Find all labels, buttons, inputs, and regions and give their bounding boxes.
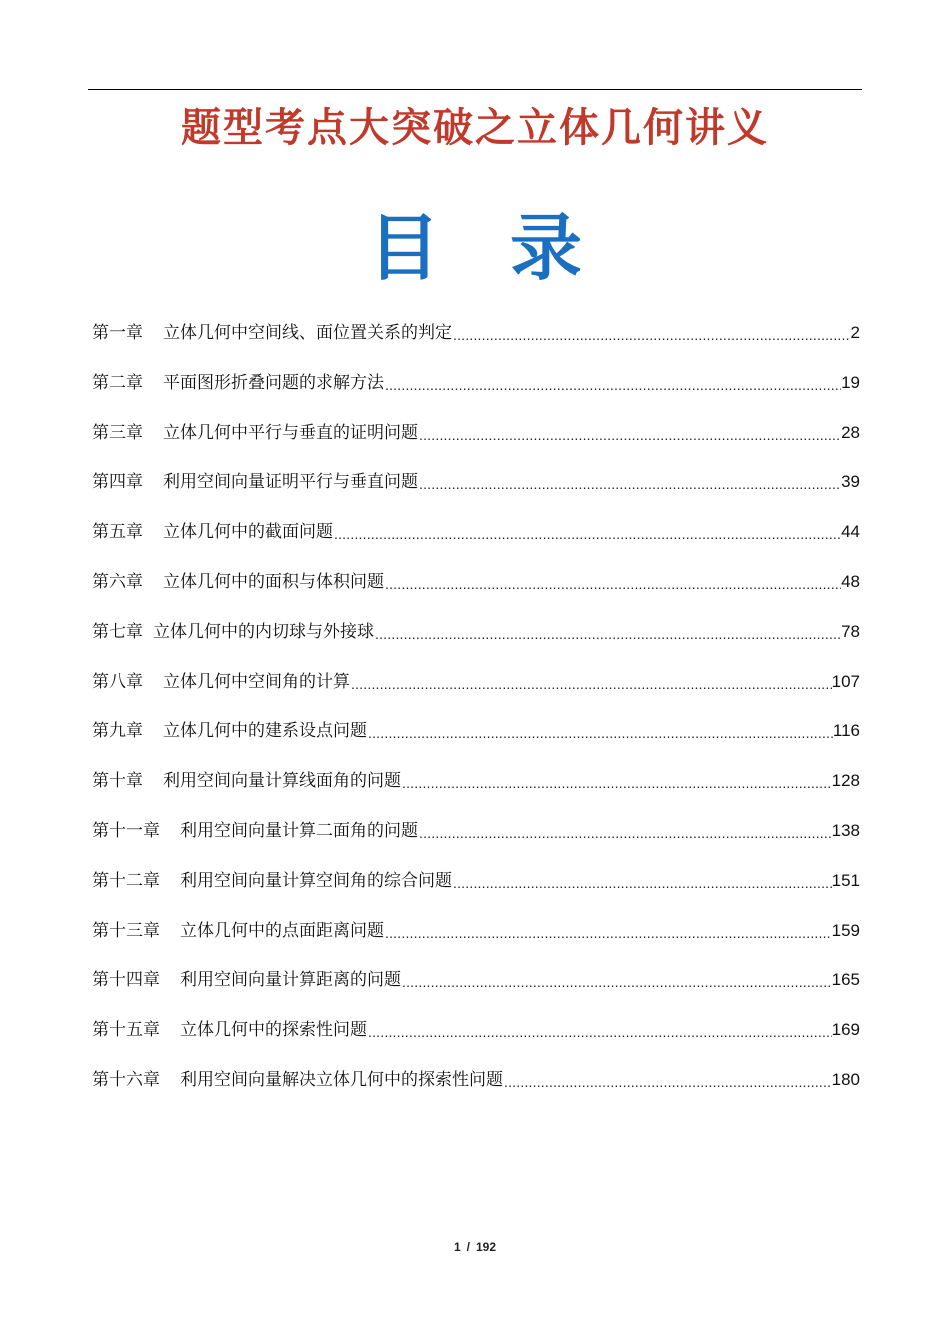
toc-page-number: 169 [831, 1020, 860, 1040]
toc-entry[interactable] [92, 816, 860, 846]
toc-chapter-number: 第十四章 [92, 970, 160, 991]
toc-dot-leader [374, 621, 841, 647]
toc-heading [0, 200, 950, 296]
toc-page-number: 107 [831, 671, 860, 691]
toc-entry[interactable] [92, 716, 860, 746]
toc-dot-leader [384, 920, 832, 946]
toc-page-number: 128 [831, 771, 860, 791]
toc-dot-leader [384, 372, 841, 398]
toc-heading-char-2: 录 [510, 205, 583, 290]
toc-chapter-title: 利用空间向量证明平行与垂直问题 [163, 472, 418, 493]
toc-chapter-number: 第八章 [92, 671, 143, 692]
toc-dot-leader [503, 1069, 832, 1095]
toc-chapter-number: 第十五章 [92, 1020, 160, 1041]
toc-dot-leader [367, 720, 833, 746]
page-footer [0, 1240, 950, 1254]
toc-entry[interactable] [92, 667, 860, 697]
toc-page-number: 28 [841, 422, 860, 442]
toc-chapter-title: 立体几何中平行与垂直的证明问题 [163, 422, 418, 443]
toc-entry[interactable] [92, 1065, 860, 1095]
header-rule [88, 89, 862, 90]
toc-dot-leader [418, 471, 841, 497]
toc-chapter-title: 利用空间向量计算二面角的问题 [180, 821, 418, 841]
toc-chapter-title: 立体几何中的面积与体积问题 [163, 572, 384, 592]
toc-page-number: 159 [831, 920, 860, 940]
total-page-count: 192 [476, 1240, 497, 1254]
toc-page-number: 48 [841, 572, 860, 591]
toc-chapter-title: 立体几何中的截面问题 [163, 522, 333, 543]
toc-dot-leader [418, 422, 841, 448]
page-separator: / [466, 1240, 470, 1254]
toc-chapter-title: 平面图形折叠问题的求解方法 [163, 372, 384, 393]
toc-entry[interactable] [92, 467, 860, 497]
toc-dot-leader [401, 969, 832, 995]
toc-dot-leader [333, 521, 841, 547]
toc-chapter-title: 利用空间向量计算空间角的综合问题 [180, 870, 452, 891]
toc-entry[interactable] [92, 617, 860, 647]
toc-dot-leader [452, 870, 832, 896]
toc-chapter-title: 立体几何中的探索性问题 [180, 1020, 367, 1041]
toc-chapter-number: 第十章 [92, 771, 143, 792]
toc-entry[interactable] [92, 517, 860, 547]
toc-entry[interactable] [92, 567, 860, 597]
toc-chapter-number: 第十三章 [92, 920, 160, 941]
toc-dot-leader [401, 770, 832, 796]
toc-page-number: 78 [841, 621, 860, 641]
toc-chapter-number: 第十六章 [92, 1070, 160, 1090]
toc-page-number: 44 [841, 522, 860, 542]
toc-chapter-number: 第二章 [92, 372, 143, 393]
toc-chapter-number: 第三章 [92, 422, 143, 443]
current-page-number: 1 [453, 1240, 461, 1254]
toc-chapter-number: 第十二章 [92, 870, 160, 891]
toc-page-number: 19 [841, 372, 860, 392]
toc-page-number: 39 [841, 472, 860, 492]
toc-chapter-number: 第九章 [92, 721, 143, 742]
toc-entry[interactable] [92, 866, 860, 896]
toc-chapter-number: 第六章 [92, 572, 143, 592]
toc-chapter-number: 第五章 [92, 522, 143, 543]
toc-dot-leader [350, 671, 832, 697]
toc-page-number: 138 [831, 821, 860, 840]
toc-page-number: 151 [831, 870, 860, 890]
toc-chapter-title: 立体几何中空间线、面位置关系的判定 [163, 323, 452, 343]
toc-chapter-number: 第七章 [92, 621, 143, 642]
toc-dot-leader [452, 322, 851, 348]
toc-entry[interactable] [92, 965, 860, 995]
toc-chapter-title: 立体几何中的点面距离问题 [180, 920, 384, 941]
toc-chapter-number: 第四章 [92, 472, 143, 493]
toc-entry[interactable] [92, 368, 860, 398]
toc-dot-leader [418, 820, 832, 846]
toc-dot-leader [384, 571, 841, 597]
toc-entry[interactable] [92, 1015, 860, 1045]
document-title: 题型考点大突破之立体几何讲义 [181, 104, 769, 151]
toc-heading-char-1: 目 [367, 205, 440, 290]
toc-dot-leader [367, 1019, 832, 1045]
toc-entry[interactable] [92, 318, 860, 348]
toc-chapter-title: 立体几何中的内切球与外接球 [153, 621, 374, 642]
toc-entry[interactable] [92, 766, 860, 796]
toc-chapter-number: 第一章 [92, 323, 143, 343]
toc-entry[interactable] [92, 916, 860, 946]
toc-chapter-title: 立体几何中空间角的计算 [163, 671, 350, 692]
toc-page-number: 116 [832, 721, 860, 741]
toc-entry[interactable] [92, 418, 860, 448]
toc-page-number: 165 [831, 970, 860, 990]
toc-chapter-title: 利用空间向量计算线面角的问题 [163, 771, 401, 792]
toc-chapter-title: 利用空间向量计算距离的问题 [180, 970, 401, 991]
toc-chapter-title: 立体几何中的建系设点问题 [163, 721, 367, 742]
toc-chapter-number: 第十一章 [92, 821, 160, 841]
toc-page-number: 2 [850, 323, 860, 342]
toc-chapter-title: 利用空间向量解决立体几何中的探索性问题 [180, 1070, 503, 1090]
toc-page-number: 180 [831, 1070, 860, 1089]
